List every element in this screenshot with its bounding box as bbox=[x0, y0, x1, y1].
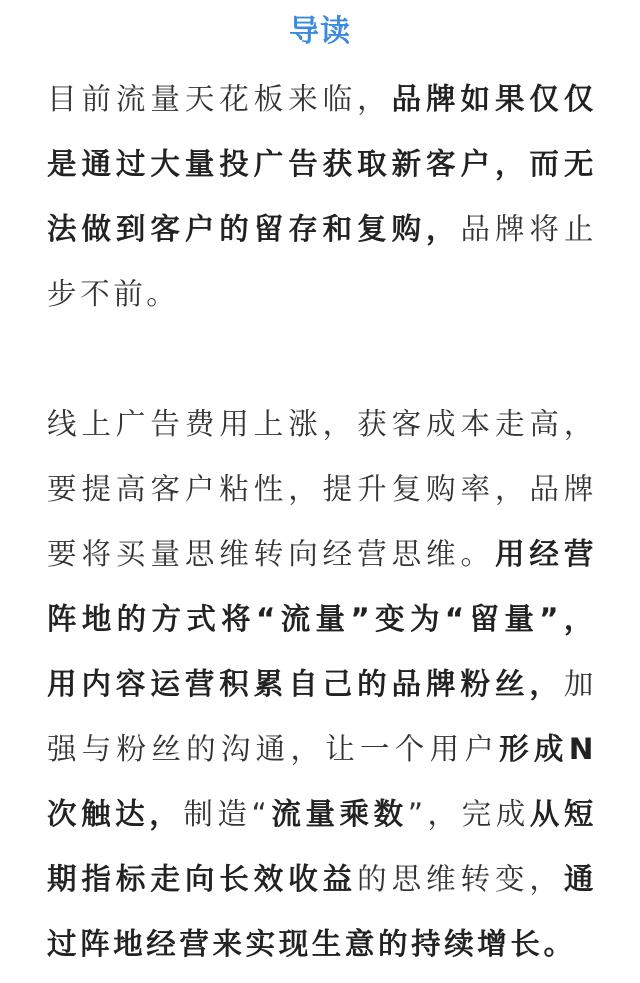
paragraph-2-segment: 制造“ bbox=[183, 797, 271, 831]
article-title: 导读 bbox=[289, 14, 351, 49]
paragraph-2-segment: 加强与粉丝的沟通，让一个用户 bbox=[47, 667, 597, 766]
paragraph-1-bold-segment: 品牌如果仅仅是通过大量投广告获取新客户，而无法做到客户的留存和复购， bbox=[47, 82, 597, 246]
paragraph-2-bold-segment: 通过阵地经营来实现生意的持续增长。 bbox=[47, 862, 597, 961]
paragraph-2-bold-segment: 流量乘数 bbox=[270, 797, 408, 831]
paragraph-2-segment: ”，完成 bbox=[407, 797, 530, 831]
paragraph-1-segment: 目前流量天花板来临， bbox=[47, 82, 392, 116]
paragraph-1-segment: 品牌将止步不前。 bbox=[47, 212, 597, 311]
paragraph-2-segment: 线上广告费用上涨，获客成本走高，要提高客户粘性，提升复购率，品牌要将买量思维转向经营思维。 bbox=[47, 407, 597, 571]
paragraph-2 bbox=[47, 392, 597, 977]
paragraph-1 bbox=[47, 67, 597, 327]
paragraph-2-bold-segment: 用经营阵地的方式将“流量”变为“留量”，用内容运营积累自己的品牌粉丝， bbox=[47, 537, 597, 701]
paragraph-2-bold-segment: 形成N次触达， bbox=[47, 732, 597, 831]
paragraph-2-bold-segment: 从短期指标走向长效收益 bbox=[47, 797, 597, 896]
paragraph-2-segment: 的思维转变， bbox=[357, 862, 564, 896]
